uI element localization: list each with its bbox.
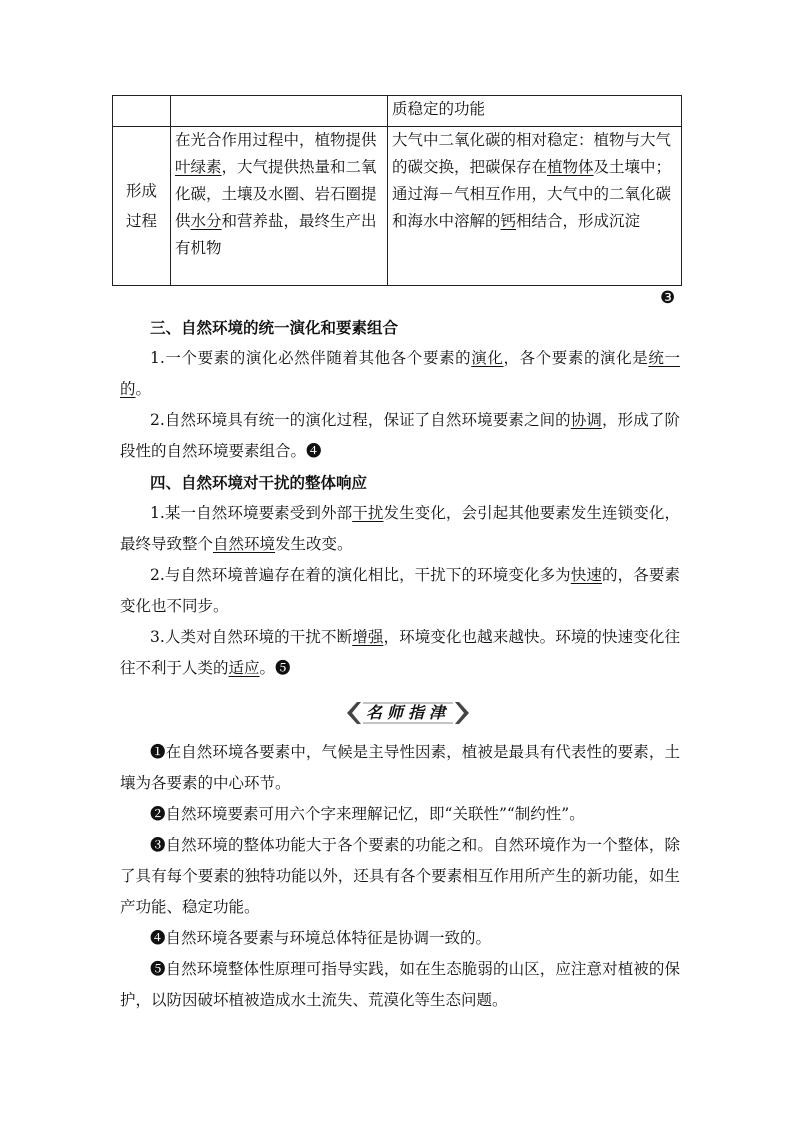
- note-text: 在自然环境各要素中，气候是主导性因素，植被是最具有代表性的要素，土壤为各要素的中心环节。: [120, 743, 680, 792]
- underlined-term: 适应: [228, 659, 260, 677]
- note-marker-4: ❹: [150, 929, 166, 947]
- para-text: 。: [135, 380, 152, 398]
- note-marker-4: ❹: [306, 442, 322, 460]
- comparison-table: [112, 95, 682, 286]
- paragraph-3-2: [120, 405, 680, 467]
- table-cell: [171, 96, 388, 127]
- underlined-term: 增强: [352, 628, 384, 646]
- para-text: ，各个要素的演化是: [503, 349, 649, 367]
- para-text: 2.自然环境具有统一的演化过程，保证了自然环境要素之间的: [150, 411, 571, 429]
- cell-text: 相结合，形成沉淀: [516, 212, 641, 230]
- note-1: [120, 737, 680, 799]
- paragraph-4-2: [120, 560, 680, 622]
- para-text: 1.某一自然环境要素受到外部: [150, 504, 353, 522]
- para-text: 2.与自然环境普遍存在着的演化相比，干扰下的环境变化多为: [150, 566, 571, 584]
- underlined-term: 植物体: [547, 158, 594, 176]
- underlined-term: 水分: [190, 212, 222, 230]
- note-marker-1: ❶: [150, 743, 166, 761]
- note-marker-5: ❺: [275, 659, 291, 677]
- underlined-term: 统一的: [120, 349, 680, 398]
- underlined-term: 钙: [500, 212, 517, 230]
- para-text: 的，各要素变化也不同步。: [120, 566, 680, 615]
- note-text: 自然环境要素可用六个字来理解记忆，即“关联性”“制约性”。: [165, 805, 585, 823]
- para-text: 。: [259, 659, 276, 677]
- underlined-term: 协调: [570, 411, 603, 429]
- row-label-formation: [113, 127, 171, 286]
- note-text: 自然环境的整体功能大于各个要素的功能之和。自然环境作为一个整体，除了具有每个要素的独特功能以外，还具有各个要素相互作用所产生的新功能，如生产功能、稳定功能。: [120, 836, 680, 916]
- cell-text: 和营养盐，最终生产出有机物: [175, 212, 377, 257]
- cell-text: 在光合作用过程中，植物提供: [175, 131, 377, 149]
- section-heading-4: 四、自然环境对干扰的整体响应: [150, 473, 368, 492]
- para-text: 1.一个要素的演化必然伴随着其他各个要素的: [150, 349, 472, 367]
- cell-text: 及土壤中；通过海－气相互作用，大气中的二氧化碳和海水中溶解的: [392, 158, 672, 230]
- underlined-term: 演化: [471, 349, 504, 367]
- note-text: 自然环境整体性原理可指导实践，如在生态脆弱的山区，应注意对植被的保护，以防因破坏植被造成水土流失、荒漠化等生态问题。: [120, 960, 680, 1009]
- para-text: 发生改变。: [275, 535, 353, 553]
- note-5: [120, 954, 680, 1016]
- table-cell-photosynthesis: [171, 127, 388, 286]
- table-row: [113, 127, 682, 286]
- row-label-text: 形成过程: [125, 182, 157, 230]
- tips-banner: [343, 699, 473, 727]
- underlined-term: 干扰: [352, 504, 384, 522]
- underlined-term: 快速: [570, 566, 603, 584]
- note-marker-2: ❷: [150, 805, 166, 823]
- table-cell: 质稳定的功能: [388, 96, 682, 127]
- para-text: ，环境变化也越来越快。环境的快速变化往往不利于人类的: [120, 628, 680, 677]
- para-text: ，形成了阶段性的自然环境要素组合。: [120, 411, 680, 460]
- table-cell-co2-stability: [388, 127, 682, 286]
- note-2: [120, 799, 680, 830]
- cell-text: 大气中二氧化碳的相对稳定：植物与大气的碳交换，把碳保存在: [392, 131, 672, 176]
- underlined-term: 叶绿素: [175, 158, 222, 176]
- note-3: [120, 830, 680, 923]
- banner-title: 名师指津: [365, 703, 450, 722]
- paragraph-3-1: [120, 343, 680, 405]
- note-marker-5: ❺: [150, 960, 166, 978]
- underlined-term: 自然环境: [213, 535, 276, 553]
- note-marker-3: ❸: [150, 836, 166, 854]
- table-row: [113, 96, 682, 127]
- paragraph-4-1: [120, 498, 680, 560]
- note-4: [120, 923, 680, 954]
- section-heading-3: 三、自然环境的统一演化和要素组合: [150, 318, 399, 337]
- paragraph-4-3: [120, 622, 680, 684]
- para-text: 3.人类对自然环境的干扰不断: [150, 628, 353, 646]
- note-text: 自然环境各要素与环境总体特征是协调一致的。: [165, 929, 492, 947]
- table-cell: [113, 96, 171, 127]
- para-text: 发生变化，会引起其他要素发生连锁变化，最终导致整个: [120, 504, 680, 553]
- cell-text: ，大气提供热量和二氧化碳，土壤及水圈、岩石圈提供: [175, 158, 377, 230]
- note-marker-3: ❸: [660, 288, 676, 308]
